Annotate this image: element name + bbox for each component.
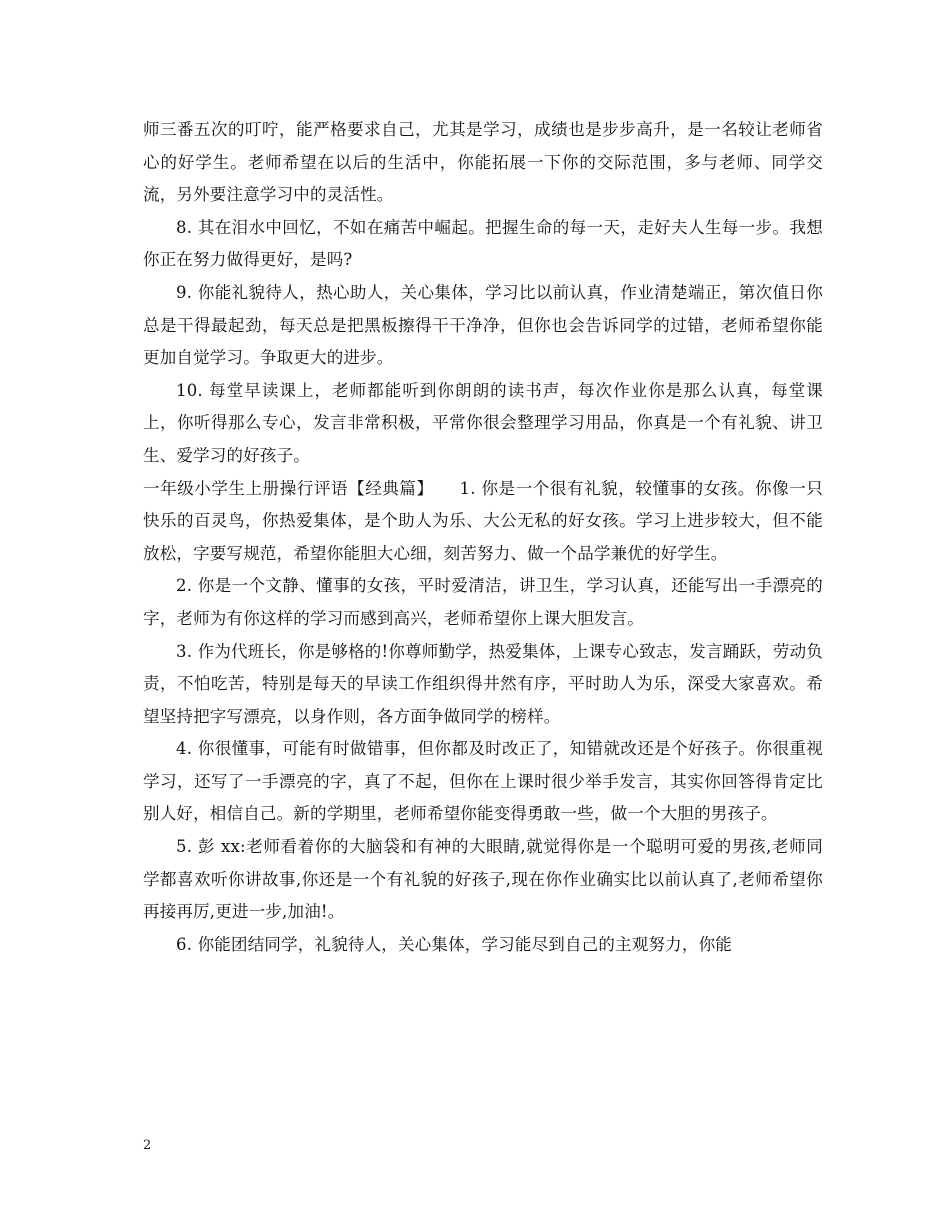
page-number: 2	[143, 1138, 152, 1153]
paragraph-2: 8. 其在泪水中回忆，不如在痛苦中崛起。把握生命的每一天，走好夫人生每一步。我想你正在努力做得更好，是吗?	[143, 217, 823, 270]
paragraph-4: 10. 每堂早读课上，老师都能听到你朗朗的读书声，每次作业你是那么认真，每堂课上，你听得那么专心，发言非常积极，平常你很会整理学习用品，你真是一个有礼貌、讲卫生、爱学习的好孩子。	[143, 380, 823, 465]
paragraph-5: 一年级小学生上册操行评语【经典篇】 1. 你是一个很有礼貌，较懂事的女孩。你像一只快乐的百灵鸟，你热爱集体，是个助人为乐、大公无私的好女孩。学习上进步较大，但不能放松，字要写规范，希望你能胆大心细，刻苦努力、做一个品学兼优的好学生。	[143, 478, 823, 563]
paragraph-1: 师三番五次的叮咛，能严格要求自己，尤其是学习，成绩也是步步高升，是一名较让老师省心的好学生。老师希望在以后的生活中，你能拓展一下你的交际范围，多与老师、同学交流，另外要注意学习中的灵活性。	[143, 120, 823, 205]
paragraph-8: 4. 你很懂事，可能有时做错事，但你都及时改正了，知错就改还是个好孩子。你很重视学习，还写了一手漂亮的字，真了不起，但你在上课时很少举手发言，其实你回答得肯定比别人好，相信自己。新的学期里，老师希望你能变得勇敢一些，做一个大胆的男孩子。	[143, 739, 823, 824]
paragraph-6: 2. 你是一个文静、懂事的女孩，平时爱清洁，讲卫生，学习认真，还能写出一手漂亮的字，老师为有你这样的学习而感到高兴，老师希望你上课大胆发言。	[143, 576, 823, 628]
paragraph-7: 3. 作为代班长，你是够格的!你尊师勤学，热爱集体，上课专心致志，发言踊跃，劳动负责，不怕吃苦，特别是每天的早读工作组织得井然有序，平时助人为乐，深受大家喜欢。希望坚持把字写漂亮，以身作则，各方面争做同学的榜样。	[143, 641, 823, 726]
paragraph-3: 9. 你能礼貌待人，热心助人，关心集体，学习比以前认真，作业清楚端正，第次值日你总是干得最起劲，每天总是把黑板擦得干干净净，但你也会告诉同学的过错，老师希望你能更加自觉学习。争取更大的进步。	[143, 282, 823, 368]
paragraph-10: 6. 你能团结同学，礼貌待人，关心集体，学习能尽到自己的主观努力，你能	[176, 934, 732, 954]
paragraph-9: 5. 彭 xx:老师看着你的大脑袋和有神的大眼睛,就觉得你是一个聪明可爱的男孩,老师同学都喜欢听你讲故事,你还是一个有礼貌的好孩子,现在你作业确实比以前认真了,老师希望你再接再厉,更进一步,加油!。	[143, 837, 823, 922]
document-body	[143, 114, 823, 961]
